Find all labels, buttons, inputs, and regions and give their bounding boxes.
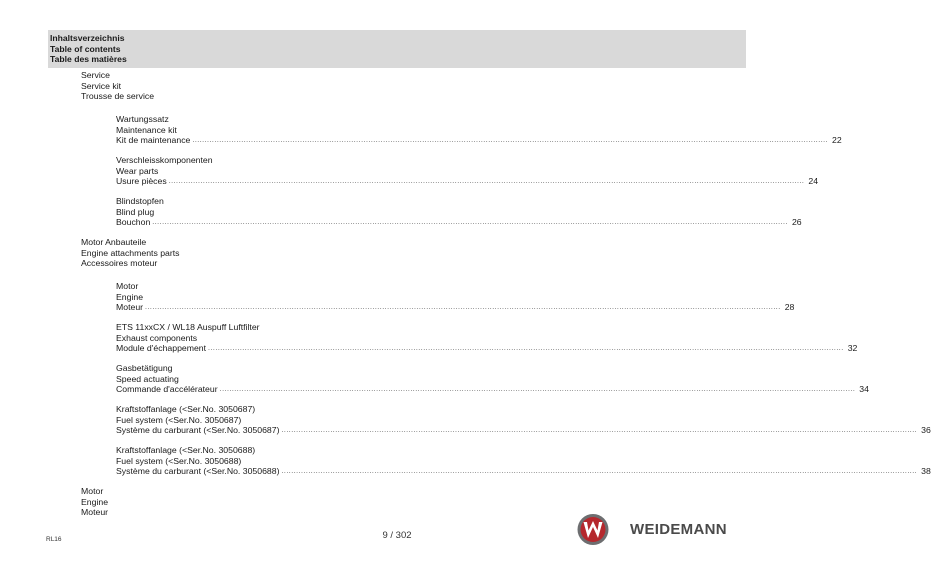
toc-entry-de: Gasbetätigung [116, 363, 173, 373]
toc-page-number: 24 [808, 176, 819, 186]
toc-entry-de: Wartungssatz [116, 114, 169, 124]
toc-entry-link[interactable] [116, 302, 795, 313]
toc-entry-de: Verschleisskomponenten [116, 155, 213, 165]
toc-entry-link[interactable] [116, 384, 869, 395]
dot-leader: .................................................................................................................................................................................................................................................................... [208, 345, 844, 352]
toc-entry-de: Blindstopfen [116, 196, 164, 206]
toc-page-number: 36 [921, 425, 931, 435]
toc-entry-en: Exhaust components [116, 332, 198, 343]
toc-entry-en: Fuel system (<Ser.No. 3050688) [116, 455, 242, 466]
toc-entry-en: Maintenance kit [116, 124, 177, 135]
document-code: RL16 [46, 536, 62, 543]
toc-entry-en: Wear parts [116, 165, 159, 176]
toc-entry-fr: Système du carburant (<Ser.No. 3050688) [116, 466, 280, 476]
toc-entry-de: Kraftstoffanlage (<Ser.No. 3050688) [116, 445, 256, 455]
toc-section-fr: Trousse de service [81, 91, 155, 101]
toc-header [48, 30, 746, 68]
toc-entry-en: Fuel system (<Ser.No. 3050687) [116, 414, 242, 425]
toc-page-number: 34 [859, 384, 869, 394]
toc-entry-fr: Commande d'accélérateur [116, 384, 218, 394]
header-title-de: Inhaltsverzeichnis [50, 33, 125, 43]
header-title-en: Table of contents [50, 43, 121, 54]
dot-leader: .................................................................................................................................................................................................................................................................... [219, 386, 856, 393]
toc-page-number: 26 [791, 217, 802, 227]
toc-entry-link[interactable] [116, 176, 819, 187]
toc-entry-en: Engine [116, 291, 144, 302]
dot-leader: .................................................................................................................................................................................................................................................................... [192, 137, 829, 144]
toc-entry-fr: Moteur [116, 302, 144, 312]
toc-section-en: Service kit [81, 80, 122, 91]
toc-entry-link[interactable] [116, 425, 931, 436]
toc-section-en: Engine attachments parts [81, 247, 180, 258]
dot-leader: .................................................................................................................................................................................................................................................................... [145, 304, 781, 311]
header-title-fr: Table des matières [50, 54, 127, 65]
toc-entry-en: Blind plug [116, 206, 155, 217]
dot-leader: .................................................................................................................................................................................................................................................................... [281, 468, 918, 475]
dot-leader: .................................................................................................................................................................................................................................................................... [281, 427, 918, 434]
toc-entry-fr: Usure pièces [116, 176, 167, 186]
toc-section-de: Motor [81, 486, 104, 496]
toc-section-de: Service [81, 70, 110, 80]
toc-entry-fr: Bouchon [116, 217, 151, 227]
dot-leader: .................................................................................................................................................................................................................................................................... [152, 219, 788, 226]
toc-entry-de: Kraftstoffanlage (<Ser.No. 3050687) [116, 404, 256, 414]
toc-entry-fr: Système du carburant (<Ser.No. 3050687) [116, 425, 280, 435]
toc-entry-link[interactable] [116, 217, 802, 228]
toc-page-number: 28 [784, 302, 795, 312]
toc-page-number: 22 [832, 135, 842, 145]
toc-section-de: Motor Anbauteile [81, 237, 147, 247]
toc-section-fr: Accessoires moteur [81, 258, 158, 268]
dot-leader: .................................................................................................................................................................................................................................................................... [168, 178, 805, 185]
toc-entry-link[interactable] [116, 466, 931, 477]
toc-entry-fr: Module d'échappement [116, 343, 207, 353]
toc-entry-link[interactable] [116, 343, 858, 354]
page-indicator: 9 / 302 [382, 530, 412, 541]
toc-entry-fr: Kit de maintenance [116, 135, 191, 145]
toc-page-number: 32 [847, 343, 858, 353]
toc-entry-en: Speed actuating [116, 373, 179, 384]
brand-name: WEIDEMANN [630, 521, 727, 538]
toc-section-en: Engine [81, 496, 109, 507]
toc-section-fr: Moteur [81, 507, 109, 517]
toc-entry-de: Motor [116, 281, 139, 291]
toc-entry-link[interactable] [116, 135, 842, 146]
toc-entry-de: ETS 11xxCX / WL18 Auspuff Luftfilter [116, 322, 260, 332]
toc-page-number: 38 [921, 466, 931, 476]
